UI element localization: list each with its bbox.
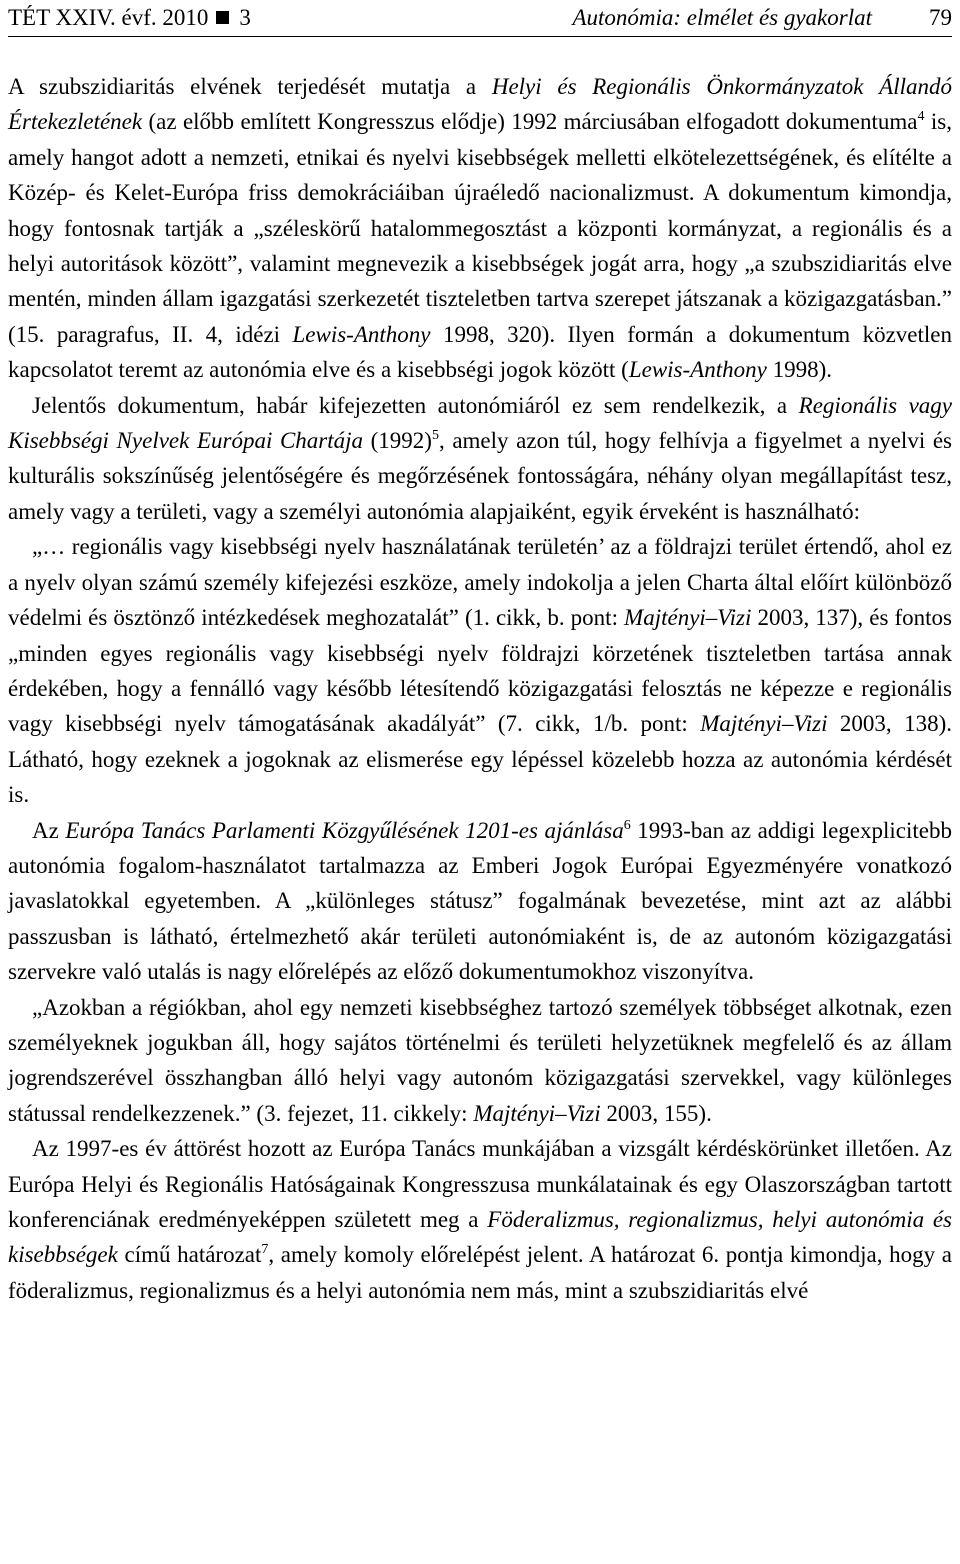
paragraph [8,1131,952,1308]
text-run: (1992) [363,428,432,454]
header-journal-info [8,0,251,36]
page-number: 79 [929,5,952,30]
footnote-marker: 7 [261,1242,269,1258]
footnote-marker: 4 [917,109,925,125]
article-body [8,69,952,1308]
text-run: 1998, 320). Ilyen formán a dokumentum közvetlen kapcsolatot teremt az autonómia elve és a kisebbségi jogok között ( [8,321,952,383]
journal-volume: TÉT XXIV. évf. 2010 [8,5,209,30]
text-run: „Azokban a régiókban, ahol egy nemzeti kisebbséghez tartozó személyek többséget alkotnak, ezen személyeknek jogukban áll, hogy sajátos történelmi és területi helyzetüknek megfelelő és az állam jogrendszerével összhangban álló helyi vagy autonóm közigazgatási szervekkel, vagy különleges státussal rendelkezzenek.” (3. fejezet, 11. cikkely: [8,994,952,1126]
paragraph [8,69,952,388]
text-run: Jelentős dokumentum, habár kifejezetten autonómiáról ez sem rendelkezik, a [32,392,799,418]
text-run: 2003, 138). Látható, hogy ezeknek a jogoknak az elismerése egy lépéssel közelebb hozza az autonómia kérdését is. [8,711,952,808]
italic-citation: Helyi és Regionális Önkormányzatok Állandó Értekezletének [8,74,953,135]
text-run: A szubszidiaritás elvének terjedését mutatja a [8,74,492,99]
footnote-marker: 5 [431,428,439,444]
paragraph [8,813,952,990]
running-header [8,0,952,37]
text-run: Az [32,817,66,843]
italic-citation: Lewis-Anthony [628,357,767,383]
footnote-marker: 6 [623,817,631,833]
italic-citation: Föderalizmus, regionalizmus, helyi autonómia és kisebbségek [8,1207,953,1268]
text-run: is, amely hangot adott a nemzeti, etnikai és nyelvi kisebbségek melletti elkötelezettségének, és elítélte a Közép- és Kelet-Európa friss demokráciáiban újraéledő nacionalizmust. A dokumentum kimondja, hogy fontosnak tartják a „széleskörű hatalommegosztást a központi kormányzat, a regionális és a helyi autoritások között”, valamint megnevezik a kisebbségek jogát arra, hogy „a szubszidiaritás elve mentén, minden állam igazgatási szerkezetét tiszteletben tartva szerepet játszanak a közigazgatásban.” (15. paragrafus, II. 4, idézi [8,109,952,347]
text-run: „… regionális vagy kisebbségi nyelv használatának területén’ az a földrajzi terület értendő, ahol ez a nyelv olyan számú személy kifejezési eszköze, amely indokolja a jelen Charta által előírt különböző védelmi és ösztönző intézkedések meghozatalát” (1. cikk, b. pont: [8,534,952,631]
italic-citation: Lewis-Anthony [292,321,431,347]
italic-citation: Majtényi–Vizi [624,605,752,631]
issue-number: 3 [239,5,251,30]
paragraph [8,990,952,1132]
text-run: 1993-ban az addigi legexplicitebb autonómia fogalom-használatot tartalmazza az Emberi Jogok Európai Egyezményére vonatkozó javaslatokkal egyetemben. A „különleges státusz” fogalmának bevezetése, mint azt az alábbi passzusban is látható, értelmezhető akár területi autonómiaként is, de az autonóm közigazgatási szervekre való utalás is nagy előrelépés az előző dokumentumokhoz viszonyítva. [8,817,952,985]
italic-citation: Majtényi–Vizi [473,1100,601,1126]
text-run: 2003, 155). [600,1100,712,1126]
text-run: (az előbb említett Kongresszus elődje) 1992 márciusában elfogadott dokumentuma [142,109,918,135]
italic-citation: Majtényi–Vizi [700,711,828,737]
text-run: , amely komoly előrelépést jelent. A határozat 6. pontja kimondja, hogy a föderalizmus, regionalizmus és a helyi autonómia nem más, mint a szubszidiaritás elvé [8,1242,952,1303]
text-run: című határozat [117,1242,262,1268]
italic-citation: Regionális vagy Kisebbségi Nyelvek Európai Chartája [8,392,952,454]
text-run: , amely azon túl, hogy felhívja a figyelmet a nyelvi és kulturális sokszínűség jelentőségére és megőrzésének fontosságára, néhány olyan megállapítást tesz, amely vagy a területi, vagy a személyi autonómia alapjaiként, egyik érveként is használható: [8,428,952,524]
text-run: 2003, 137), és fontos „minden egyes regionális vagy kisebbségi nyelv földrajzi körzetének tiszteletben tartása annak érdekében, hogy a fennálló vagy később létesítendő közigazgatási felosztás ne képezze e regionális vagy kisebbségi nyelv támogatásának akadályát” (7. cikk, 1/b. pont: [8,605,952,737]
italic-citation: Európa Tanács Parlamenti Közgyűlésének 1201-es ajánlása [65,817,624,843]
paragraph [8,529,952,812]
square-bullet-icon [216,11,229,24]
text-run: Az 1997-es év áttörést hozott az Európa Tanács munkájában a vizsgált kérdéskörünket illetően. Az Európa Helyi és Regionális Hatóságainak Kongresszusa munkálatainak és egy Olaszországban tartott konferenciának eredményeképpen született meg a [8,1136,952,1232]
text-run: 1998). [766,357,832,383]
section-title: Autonómia: elmélet és gyakorlat [572,5,872,30]
paragraph [8,388,952,530]
